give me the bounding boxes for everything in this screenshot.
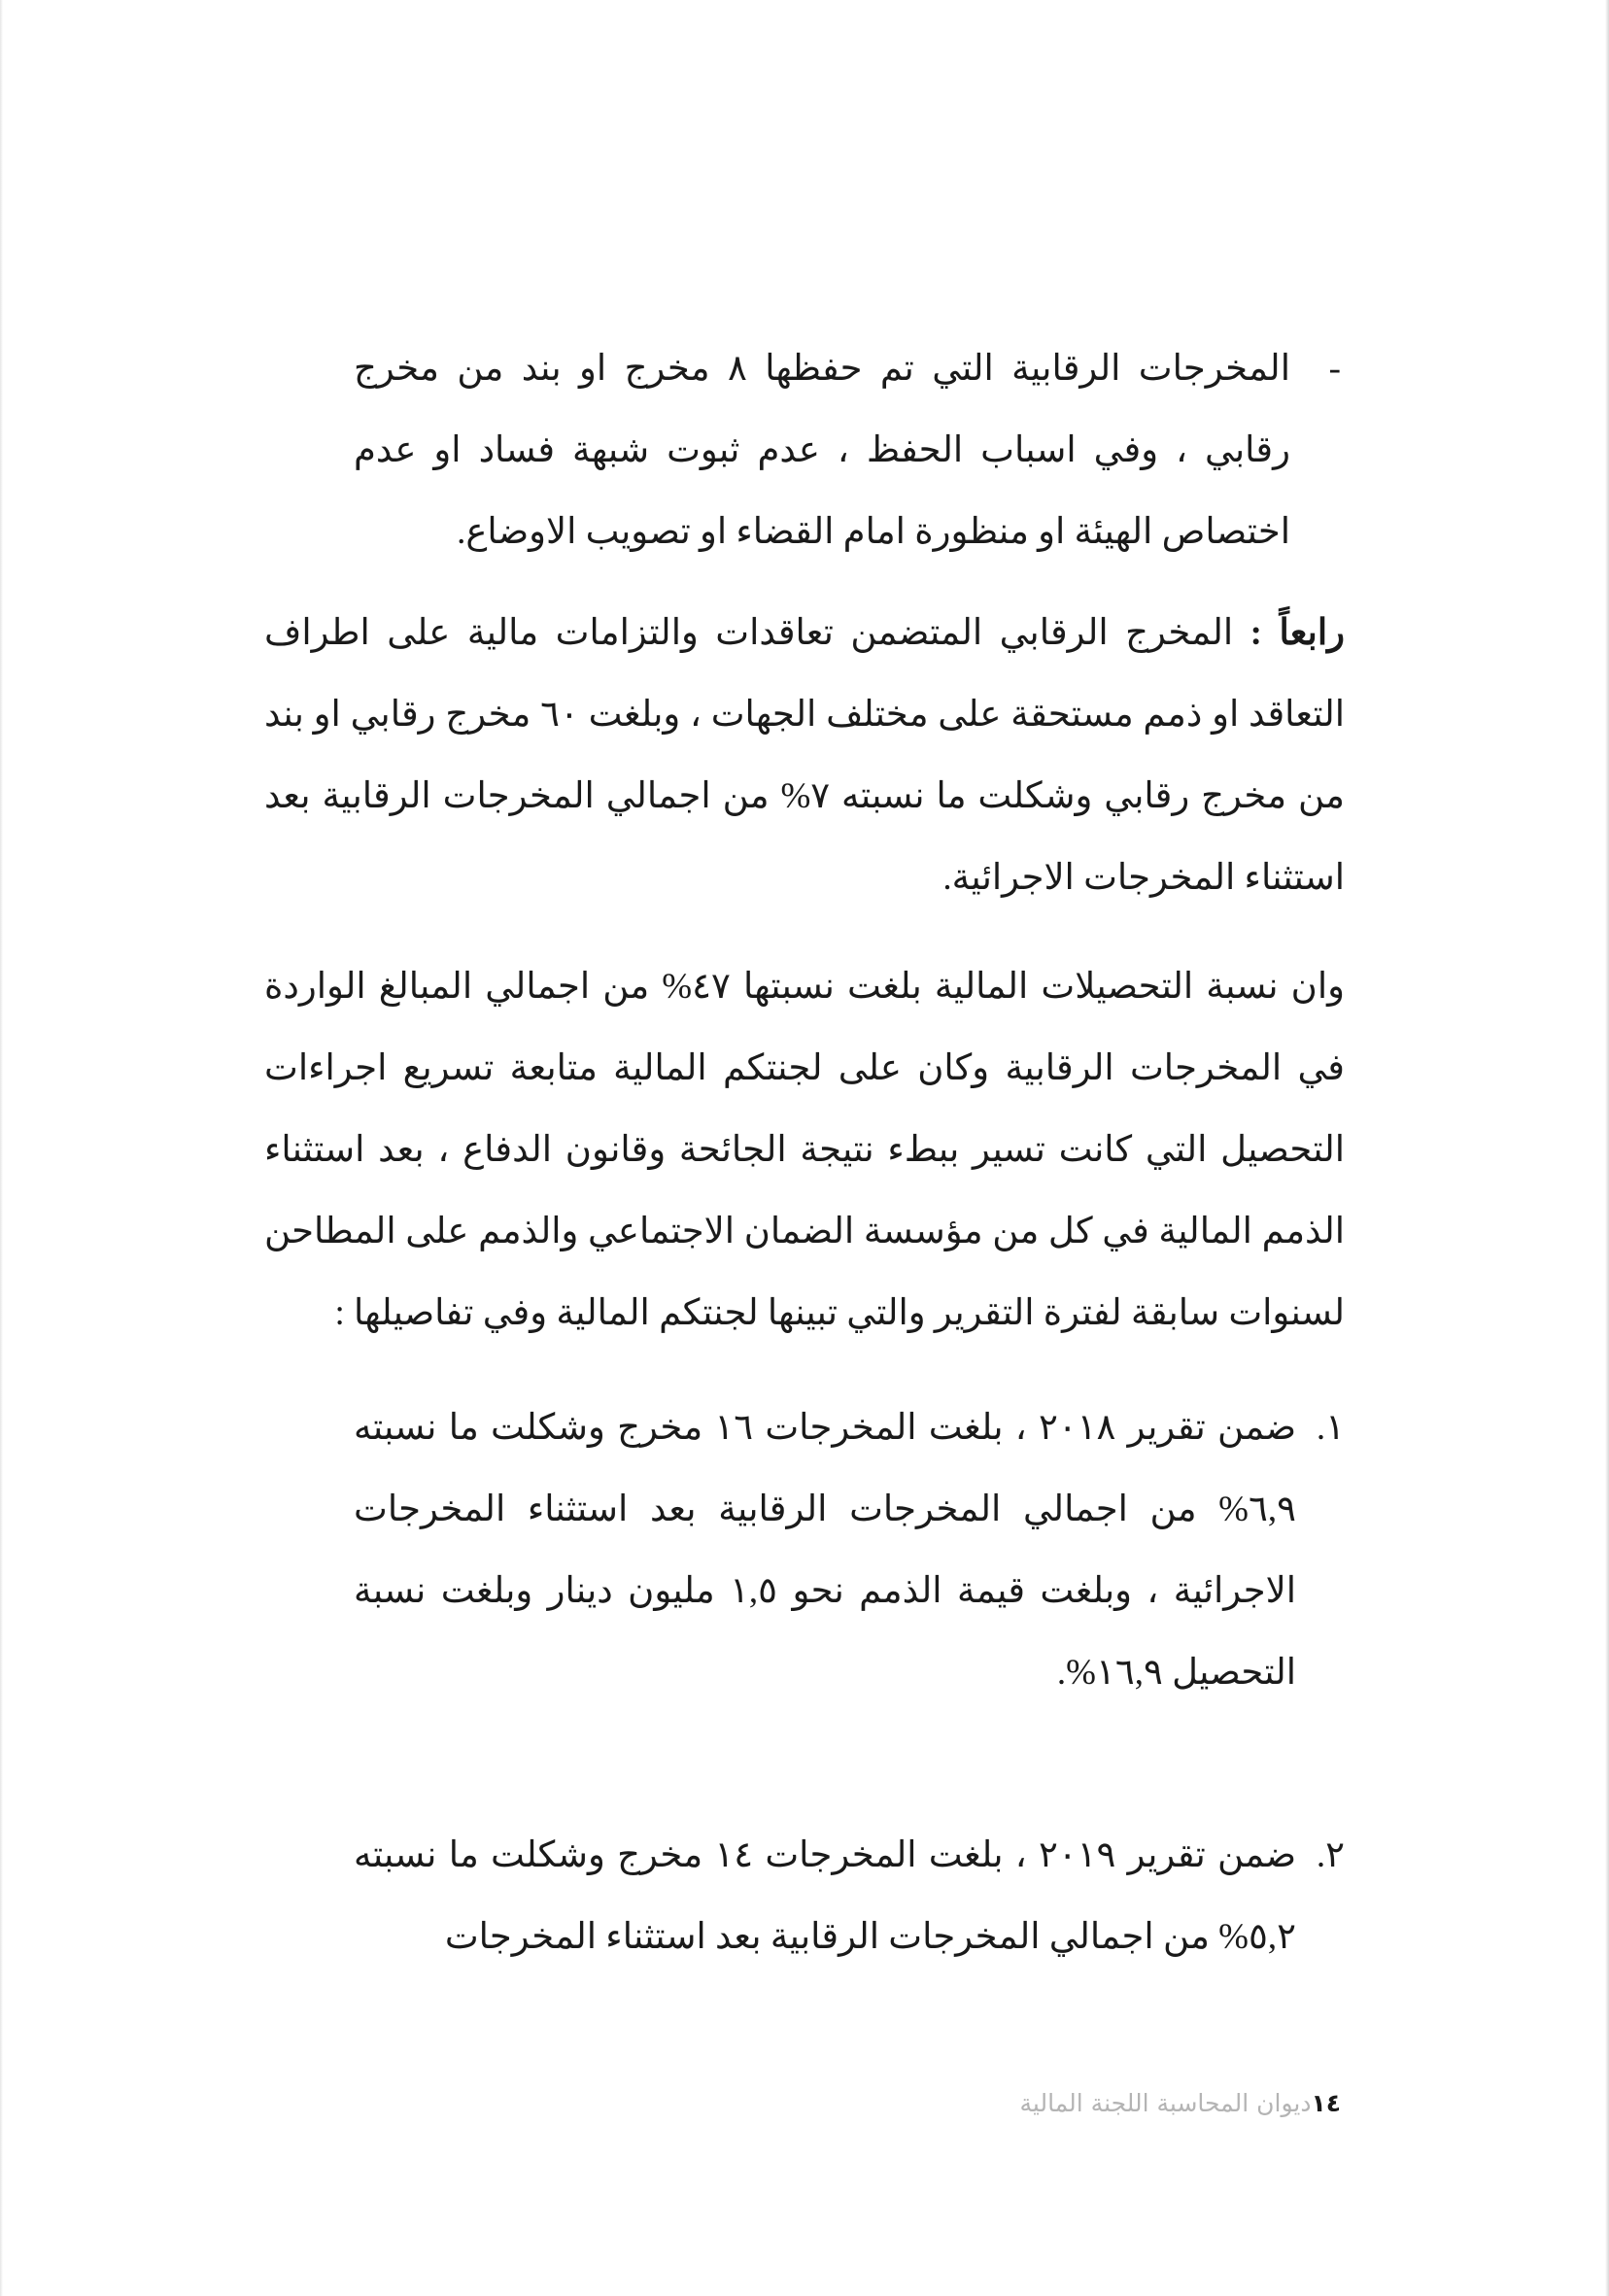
collections-paragraph: وان نسبة التحصيلات المالية بلغت نسبتها ٤٧% من اجمالي المبالغ الواردة في المخرجات الرقابية وكان على لجنتكم المالية متابعة تسريع اجراءات التحصيل التي كانت تسير ببطء نتيجة الجائحة وقانون الدفاع ، بعد استثناء الذمم المالية في كل من مؤسسة الضمان الاجتماعي والذمم على المطاحن لسنوات سابقة لفترة التقرير والتي تبينها لجنتكم المالية وفي تفاصيلها : bbox=[264, 967, 1345, 1333]
section-fourth-text: المخرج الرقابي المتضمن تعاقدات والتزامات مالية على اطراف التعاقد او ذمم مستحقة على مختلف الجهات ، وبلغت ٦٠ مخرج رقابي او بند من مخرج رقابي وشكلت ما نسبته ٧% من اجمالي المخرجات الرقابية بعد استثناء المخرجات الاجرائية. bbox=[264, 613, 1346, 898]
page-left-edge bbox=[0, 0, 3, 2296]
item-text: ضمن تقرير ٢٠١٩ ، بلغت المخرجات ١٤ مخرج وشكلت ما نسبته ٥,٢% من اجمالي المخرجات الرقابية بعد استثناء المخرجات bbox=[354, 1835, 1297, 1957]
bullet-dash: - bbox=[1328, 349, 1341, 389]
page-footer bbox=[816, 2089, 1341, 2117]
footer-label: ديوان المحاسبة اللجنة المالية bbox=[1019, 2089, 1312, 2117]
bullet-item bbox=[354, 328, 1341, 573]
numbered-item-2019 bbox=[354, 1815, 1345, 1978]
item-number: ١. bbox=[1316, 1408, 1345, 1448]
document-body bbox=[264, 328, 1345, 1978]
section-fourth bbox=[264, 593, 1345, 919]
numbered-item-2018 bbox=[354, 1388, 1345, 1714]
page-right-edge bbox=[1605, 0, 1609, 2296]
item-text: ضمن تقرير ٢٠١٨ ، بلغت المخرجات ١٦ مخرج وشكلت ما نسبته ٦,٩% من اجمالي المخرجات الرقابية بعد استثناء المخرجات الاجرائية ، وبلغت قيمة الذمم نحو ١,٥ مليون دينار وبلغت نسبة التحصيل ١٦,٩%. bbox=[354, 1408, 1297, 1693]
item-number: ٢. bbox=[1316, 1835, 1345, 1875]
page-number: ١٤ bbox=[1311, 2089, 1341, 2117]
bullet-text: المخرجات الرقابية التي تم حفظها ٨ مخرج او بند من مخرج رقابي ، وفي اسباب الحفظ ، عدم ثبوت شبهة فساد او عدم اختصاص الهيئة او منظورة امام القضاء او تصويب الاوضاع. bbox=[354, 349, 1290, 552]
section-fourth-heading: رابعاً : bbox=[1250, 613, 1346, 653]
